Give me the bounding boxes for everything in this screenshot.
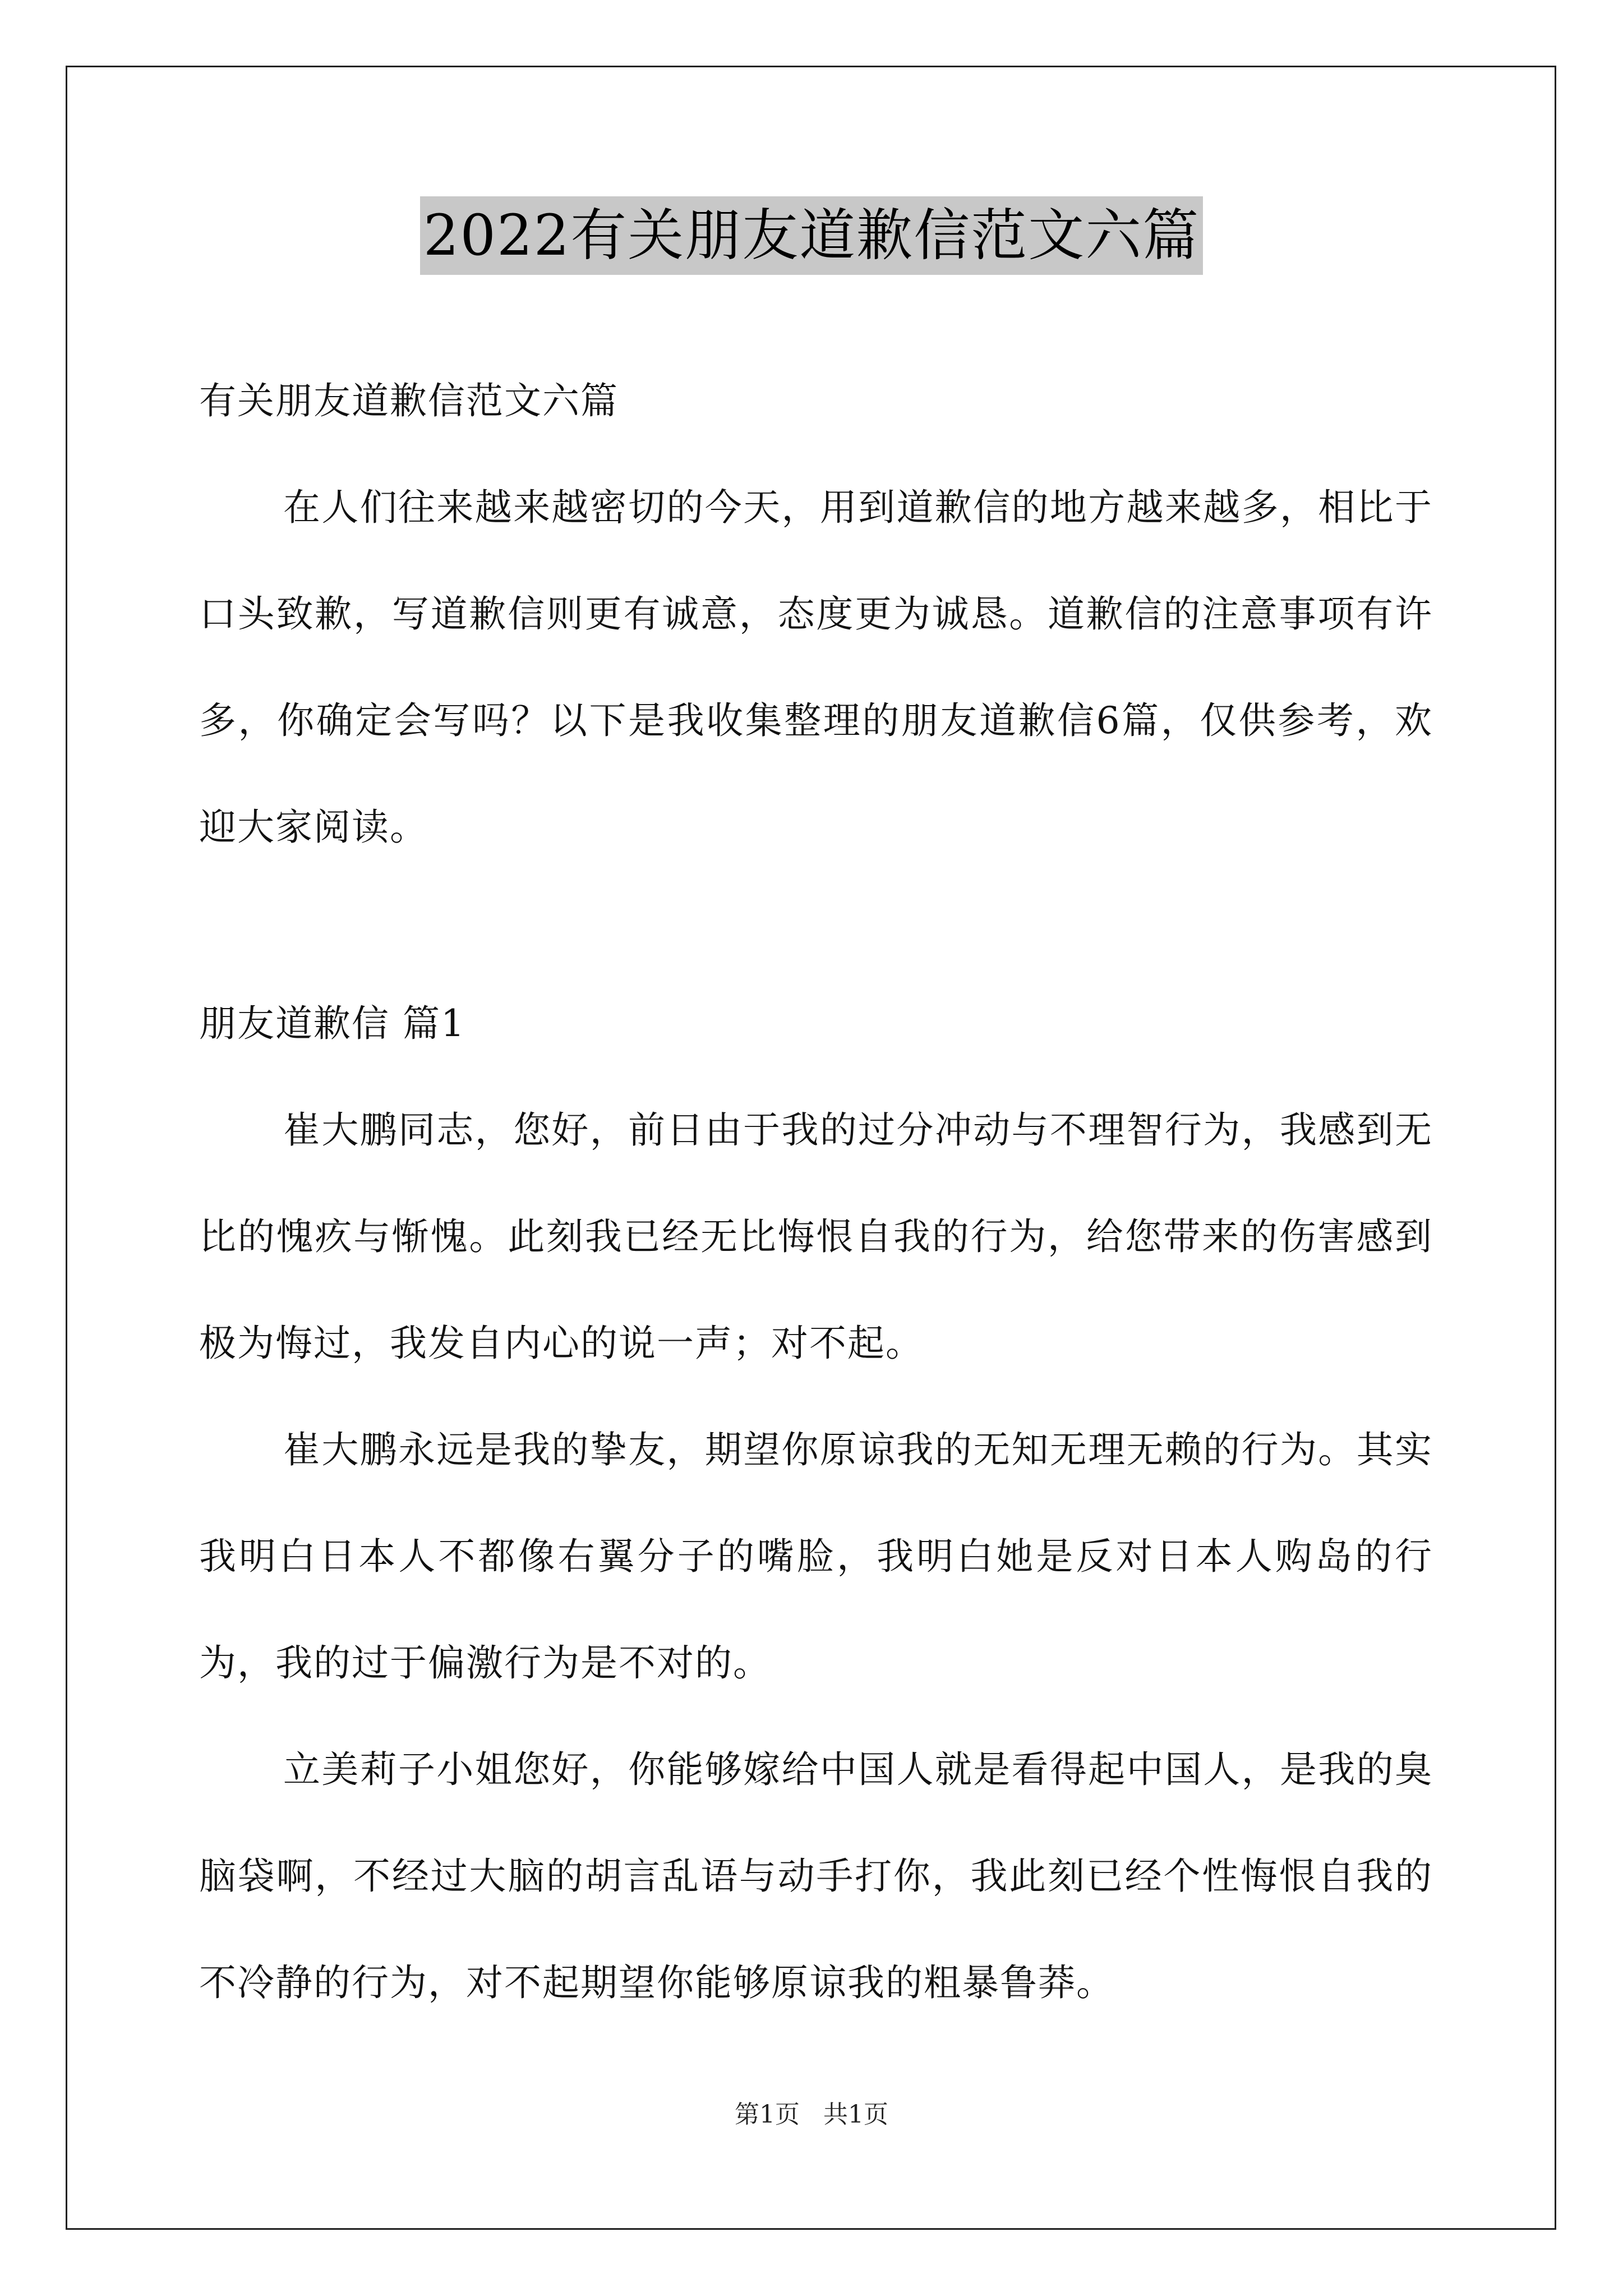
body-paragraph: 立美莉子小姐您好，你能够嫁给中国人就是看得起中国人，是我的臭脑袋啊，不经过大脑的胡言乱语与动手打你，我此刻已经个性悔恨自我的不冷静的行为，对不起期望你能够原谅我的粗暴鲁莽。 (199, 1748, 1433, 2004)
title-container (0, 196, 1623, 275)
section-heading: 朋友道歉信 篇1 (199, 1002, 465, 1045)
document-body (199, 348, 1433, 2036)
document-title: 2022有关朋友道歉信范文六篇 (420, 196, 1204, 275)
spacer (199, 881, 1433, 970)
body-paragraph: 崔大鹏同志，您好，前日由于我的过分冲动与不理智行为，我感到无比的愧疚与惭愧。此刻我已经无比悔恨自我的行为，给您带来的伤害感到极为悔过，我发自内心的说一声；对不起。 (199, 1108, 1433, 1365)
body-paragraph: 崔大鹏永远是我的挚友，期望你原谅我的无知无理无赖的行为。其实我明白日本人不都像右翼分子的嘴脸，我明白她是反对日本人购岛的行为，我的过于偏激行为是不对的。 (199, 1428, 1433, 1685)
page-footer: 第1页 共1页 (735, 2100, 888, 2129)
document-subtitle: 有关朋友道歉信范文六篇 (199, 379, 619, 422)
intro-paragraph: 在人们往来越来越密切的今天，用到道歉信的地方越来越多，相比于口头致歉，写道歉信则更有诚意，态度更为诚恳。道歉信的注意事项有许多，你确定会写吗？以下是我收集整理的朋友道歉信6篇，仅供参考，欢迎大家阅读。 (199, 486, 1433, 849)
